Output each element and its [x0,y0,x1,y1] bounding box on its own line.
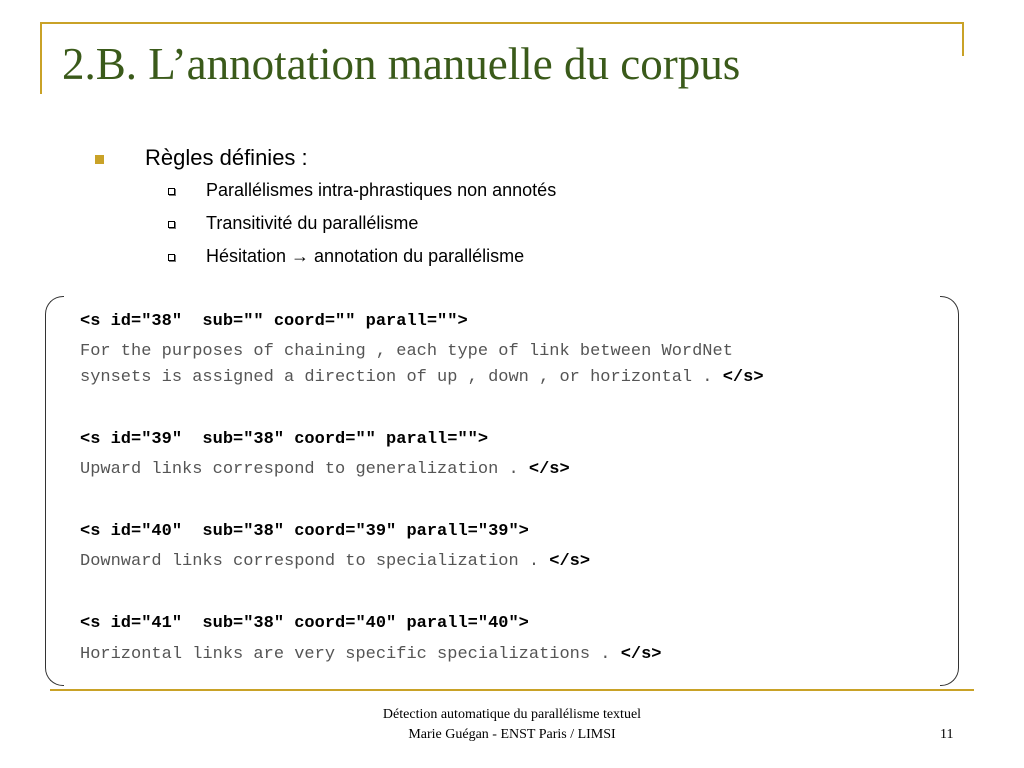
hollow-square-bullet-icon [168,188,175,195]
code-text: Upward links correspond to generalization . [80,460,529,479]
code-tag-s39 [80,427,488,453]
footer-line-2: Marie Guégan - ENST Paris / LIMSI [408,727,616,742]
code-line [80,642,662,668]
code-tag-open: <s id="40" sub="38" coord="39" parall="39"> [80,522,529,541]
code-tag-close: </s> [620,645,662,664]
code-tag-s40 [80,519,529,545]
sub-bullet-text: Hésitation → annotation du parallélisme [206,246,525,266]
code-line [80,365,764,391]
sub-bullet-text: Transitivité du parallélisme [206,213,419,233]
code-tag-open: <s id="39" sub="38" coord="" parall=""> [80,430,489,449]
footer-line-1: Détection automatique du parallélisme textuel [382,707,642,722]
frame-left-border [40,22,42,94]
code-line [80,457,570,483]
code-text: Horizontal links are very specific specializations . [80,645,621,664]
code-text: Downward links correspond to specialization . [80,552,550,571]
code-tag-close: </s> [722,368,764,387]
square-bullet-icon [95,155,104,164]
code-tag-open: <s id="41" sub="38" coord="40" parall="40"> [80,614,529,633]
hollow-square-bullet-icon [168,221,175,228]
slide-title: 2.B. L’annotation manuelle du corpus [62,39,741,89]
code-tag-s41 [80,611,529,637]
footer-divider [50,689,974,691]
sub-bullet [168,246,524,267]
page-number: 11 [940,727,954,742]
code-line [80,549,590,575]
code-text: For the purposes of chaining , each type of link between WordNet [80,342,733,361]
left-brace [45,296,64,686]
main-bullet [95,145,308,171]
hollow-square-bullet-icon [168,254,175,261]
code-tag-s38 [80,309,468,335]
sub-bullet [168,180,556,201]
code-tag-close: </s> [549,552,591,571]
right-brace [940,296,959,686]
frame-right-border [962,22,964,56]
sub-bullet-text: Parallélismes intra-phrastiques non annotés [206,180,557,200]
footer [0,705,1024,745]
code-text: synsets is assigned a direction of up , down , or horizontal . [80,368,723,387]
frame-top-border [40,22,964,24]
sub-bullet [168,213,418,234]
main-bullet-text: Règles définies : [145,145,308,170]
code-tag-close: </s> [528,460,570,479]
code-line [80,339,733,365]
code-tag-open: <s id="38" sub="" coord="" parall=""> [80,312,468,331]
